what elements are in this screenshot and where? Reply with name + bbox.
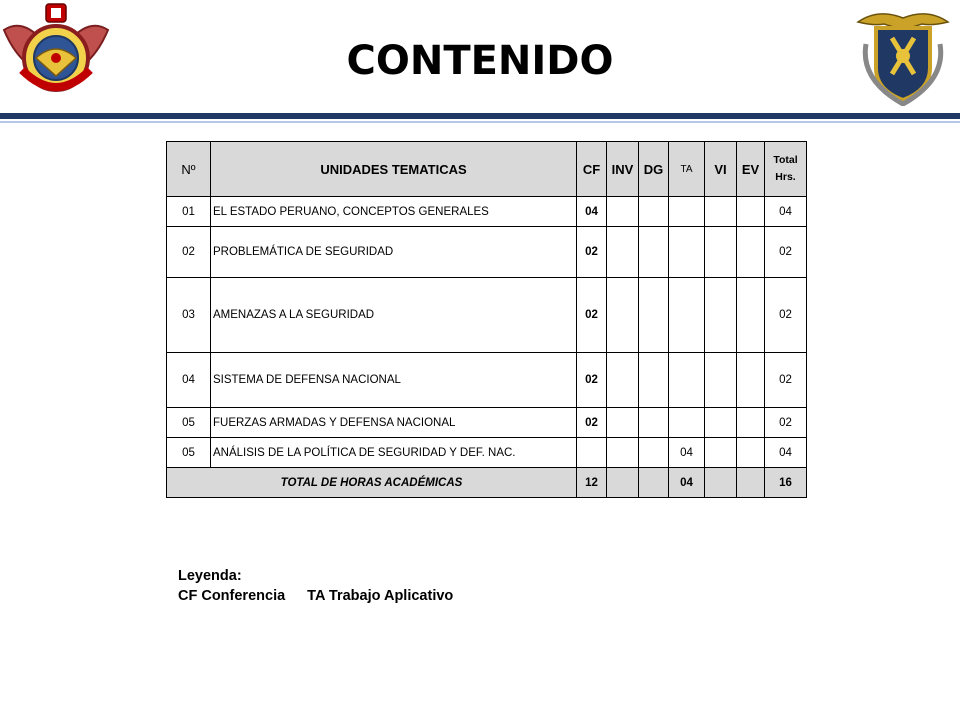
table-header-row: [167, 142, 807, 197]
row-inv: [607, 227, 639, 278]
row-num: 02: [167, 227, 211, 278]
row-ev: [737, 197, 765, 227]
row-unit: PROBLEMÁTICA DE SEGURIDAD: [211, 227, 577, 278]
row-ev: [737, 438, 765, 468]
table-row: [167, 197, 807, 227]
row-cf: 04: [577, 197, 607, 227]
row-total: 02: [765, 227, 807, 278]
header-ev: EV: [737, 142, 765, 197]
row-unit: SISTEMA DE DEFENSA NACIONAL: [211, 353, 577, 408]
row-cf: 02: [577, 353, 607, 408]
total-row: [167, 468, 807, 498]
contents-table: [166, 141, 807, 498]
row-unit: AMENAZAS A LA SEGURIDAD: [211, 278, 577, 353]
row-cf: 02: [577, 408, 607, 438]
legend-item-ta: TA Trabajo Aplicativo: [307, 588, 454, 604]
row-ta: [669, 353, 705, 408]
total-vi: [705, 468, 737, 498]
row-unit: ANÁLISIS DE LA POLÍTICA DE SEGURIDAD Y DEF. NAC.: [211, 438, 577, 468]
row-ev: [737, 278, 765, 353]
row-total: 02: [765, 278, 807, 353]
header-num: Nº: [167, 142, 211, 197]
header-cf: CF: [577, 142, 607, 197]
row-inv: [607, 353, 639, 408]
row-ta: [669, 227, 705, 278]
row-inv: [607, 278, 639, 353]
row-vi: [705, 227, 737, 278]
row-dg: [639, 197, 669, 227]
total-cf: 12: [577, 468, 607, 498]
row-vi: [705, 438, 737, 468]
row-total: 04: [765, 197, 807, 227]
row-cf: 02: [577, 227, 607, 278]
header-divider: [0, 113, 960, 119]
row-total: 04: [765, 438, 807, 468]
header-ta: TA: [669, 142, 705, 197]
total-inv: [607, 468, 639, 498]
legend-title: Leyenda:: [178, 568, 242, 584]
row-ta: [669, 278, 705, 353]
table-row: [167, 438, 807, 468]
legend-items: [178, 586, 453, 606]
header-units: UNIDADES TEMATICAS: [211, 142, 577, 197]
table-row: [167, 408, 807, 438]
row-ta: [669, 197, 705, 227]
row-num: 01: [167, 197, 211, 227]
row-dg: [639, 278, 669, 353]
row-vi: [705, 278, 737, 353]
header-dg: DG: [639, 142, 669, 197]
table-row: [167, 278, 807, 353]
total-label: TOTAL DE HORAS ACADÉMICAS: [167, 468, 577, 498]
row-num: 03: [167, 278, 211, 353]
legend-item-cf: CF Conferencia: [178, 588, 286, 604]
row-unit: FUERZAS ARMADAS Y DEFENSA NACIONAL: [211, 408, 577, 438]
row-total: 02: [765, 408, 807, 438]
row-cf: 02: [577, 278, 607, 353]
legend: [178, 566, 453, 606]
total-ta: 04: [669, 468, 705, 498]
header-vi: VI: [705, 142, 737, 197]
total-ev: [737, 468, 765, 498]
total-dg: [639, 468, 669, 498]
header-total: Total Hrs.: [765, 142, 807, 197]
row-num: 05: [167, 438, 211, 468]
row-inv: [607, 438, 639, 468]
row-vi: [705, 353, 737, 408]
row-dg: [639, 438, 669, 468]
row-cf: [577, 438, 607, 468]
row-ta: 04: [669, 438, 705, 468]
row-ta: [669, 408, 705, 438]
row-num: 05: [167, 408, 211, 438]
row-total: 02: [765, 353, 807, 408]
table-row: [167, 353, 807, 408]
page-title: CONTENIDO: [346, 38, 614, 84]
row-unit: EL ESTADO PERUANO, CONCEPTOS GENERALES: [211, 197, 577, 227]
row-ev: [737, 408, 765, 438]
header-divider-light: [0, 121, 960, 123]
row-ev: [737, 353, 765, 408]
row-vi: [705, 408, 737, 438]
row-dg: [639, 227, 669, 278]
header-inv: INV: [607, 142, 639, 197]
table-row: [167, 227, 807, 278]
row-num: 04: [167, 353, 211, 408]
row-vi: [705, 197, 737, 227]
row-dg: [639, 353, 669, 408]
row-dg: [639, 408, 669, 438]
row-inv: [607, 408, 639, 438]
row-inv: [607, 197, 639, 227]
row-ev: [737, 227, 765, 278]
total-hours: 16: [765, 468, 807, 498]
